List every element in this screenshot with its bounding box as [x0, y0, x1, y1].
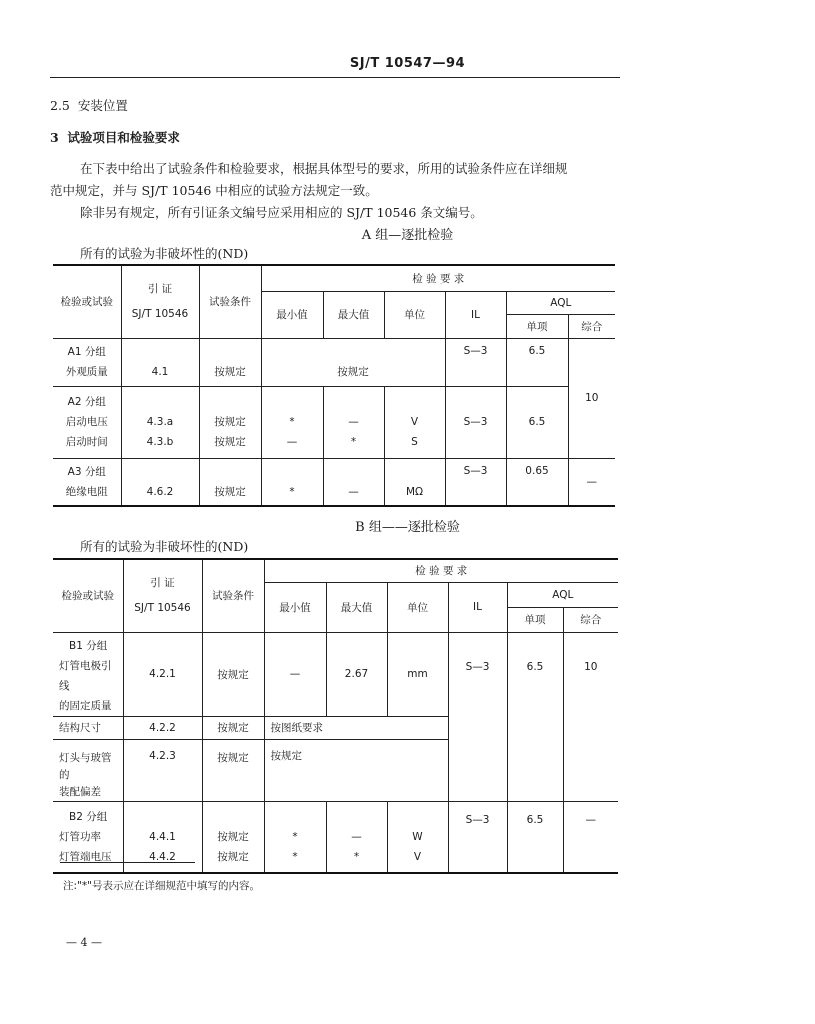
cond-value: 按规定 — [217, 830, 249, 843]
header-aql-total: 综合 — [563, 607, 618, 632]
header-aql: AQL — [507, 582, 618, 607]
header-unit: 单位 — [387, 582, 448, 632]
footnote-rule — [60, 862, 195, 863]
ref-line-1: 引 证 — [147, 282, 173, 295]
test-name: 启动电压 — [65, 416, 108, 428]
footnote: 注:"*"号表示应在详细规范中填写的内容。 — [63, 880, 260, 892]
a2-aql-single: 6.5 — [506, 386, 568, 458]
test-name: 灯管电极引线 — [59, 659, 112, 692]
a3-test — [53, 458, 121, 506]
il-value: S—3 — [463, 416, 488, 428]
unit-value: MΩ — [405, 485, 424, 498]
b1-min: — — [264, 632, 326, 716]
b1-aql-single: 6.5 — [507, 632, 563, 801]
test-name: 灯管端电压 — [59, 850, 112, 863]
max-value: * — [350, 436, 357, 448]
a3-aql-total: — — [568, 458, 615, 506]
min-value: * — [289, 416, 295, 428]
cond-value: 按规定 — [214, 366, 246, 378]
header-il: IL — [448, 582, 507, 632]
b1-unit: mm — [387, 632, 448, 716]
a1-requirement — [261, 338, 445, 386]
unit-value: V — [410, 416, 419, 428]
a1-test — [53, 338, 121, 386]
b1-max: 2.67 — [326, 632, 387, 716]
b1-il: S—3 — [448, 632, 507, 801]
a1-ref — [121, 338, 199, 386]
a2-cond — [199, 386, 261, 458]
a3-cond — [199, 458, 261, 506]
header-requirements: 检 验 要 求 — [261, 265, 615, 291]
paragraph-1-line-2: 范中规定，并与 SJ/T 10546 中相应的试验方法规定一致。 — [50, 183, 378, 198]
group-a-note: 所有的试验为非破坏性的(ND) — [80, 246, 249, 261]
header-test: 检验或试验 — [53, 265, 121, 338]
test-name: 灯管功率 — [59, 830, 101, 843]
a1-a2-aql-total: 10 — [568, 338, 615, 458]
test-name: 外观质量 — [65, 366, 108, 378]
a3-aql-single: 0.65 — [506, 458, 568, 506]
a2-ref — [121, 386, 199, 458]
group-a-table — [53, 264, 615, 507]
a3-max — [323, 458, 384, 506]
header-il: IL — [445, 291, 506, 338]
header-aql: AQL — [506, 291, 615, 314]
group-a-title: A 组—逐批检验 — [361, 228, 454, 243]
table-row — [53, 632, 618, 716]
b1-test — [53, 632, 123, 716]
header-min: 最小值 — [261, 291, 323, 338]
header-aql-total: 综合 — [568, 314, 615, 338]
ref-line-2: SJ/T 10546 — [131, 307, 189, 320]
b1-dim-ref: 4.2.2 — [123, 716, 202, 739]
ref-line-2: SJ/T 10546 — [134, 601, 191, 614]
max-value: — — [351, 830, 362, 843]
req-value: 按规定 — [337, 366, 369, 378]
b2-cond — [202, 801, 264, 873]
b1-dev-requirement: 按规定 — [264, 739, 448, 801]
section-title: 安装位置 — [77, 98, 128, 113]
unit-value: S — [411, 436, 418, 448]
test-name: 装配偏差 — [59, 785, 101, 798]
a3-il: S—3 — [445, 458, 506, 506]
min-value: * — [292, 850, 298, 863]
header-requirements: 检 验 要 求 — [264, 559, 618, 582]
ref-value: 4.3.a — [146, 416, 174, 428]
b1-aql-total: 10 — [563, 632, 618, 801]
a2-min — [261, 386, 323, 458]
ref-value: 4.1 — [151, 366, 169, 378]
subgroup-label: A3 分组 — [67, 465, 106, 478]
table-row — [53, 386, 615, 458]
header-reference — [121, 265, 199, 338]
test-name: 绝缘电阻 — [65, 485, 108, 498]
a1-il: S—3 — [445, 338, 506, 386]
b2-aql-total: — — [563, 801, 618, 873]
ref-value: 4.3.b — [146, 436, 174, 448]
page-number: — 4 — — [66, 936, 102, 949]
b1-cond: 按规定 — [202, 632, 264, 716]
cond-value: 按规定 — [214, 436, 246, 448]
header-code: SJ/T 10547—94 — [349, 56, 466, 71]
group-b-title: B 组——逐批检验 — [355, 520, 460, 535]
table-row — [53, 338, 615, 386]
header-max: 最大值 — [326, 582, 387, 632]
section-2-5-heading — [50, 96, 128, 114]
a3-min — [261, 458, 323, 506]
header-reference — [123, 559, 202, 632]
header-min: 最小值 — [264, 582, 326, 632]
ref-value: 4.4.2 — [149, 850, 176, 863]
b1-dev-ref: 4.2.3 — [123, 739, 202, 801]
unit-value: W — [412, 830, 423, 843]
ref-value: 4.6.2 — [146, 485, 174, 498]
b1-dim-cond: 按规定 — [202, 716, 264, 739]
subgroup-label: A2 分组 — [67, 396, 106, 408]
subgroup-label: B1 分组 — [69, 639, 108, 652]
b2-min — [264, 801, 326, 873]
b1-dim-test: 结构尺寸 — [53, 716, 123, 739]
header-test: 检验或试验 — [53, 559, 123, 632]
min-value: * — [292, 830, 298, 843]
subgroup-label: A1 分组 — [67, 346, 106, 358]
min-value: * — [289, 485, 295, 498]
section-number: 2.5 — [50, 98, 70, 113]
min-value: — — [286, 436, 298, 448]
section-3-heading — [50, 128, 180, 146]
b1-ref: 4.2.1 — [123, 632, 202, 716]
max-value: — — [348, 416, 359, 428]
b1-dev-test — [53, 739, 123, 801]
ref-line-1: 引 证 — [150, 576, 175, 589]
header-unit: 单位 — [384, 291, 445, 338]
a2-test — [53, 386, 121, 458]
paragraph-1-line-1: 在下表中给出了试验条件和检验要求，根据具体型号的要求，所用的试验条件应在详细规 — [80, 161, 568, 176]
paragraph-2: 除非另有规定，所有引证条文编号应采用相应的 SJ/T 10546 条文编号。 — [80, 205, 483, 220]
a2-il — [445, 386, 506, 458]
b1-dim-requirement: 按图纸要求 — [264, 716, 448, 739]
subgroup-label: B2 分组 — [69, 810, 108, 823]
cond-value: 按规定 — [217, 850, 249, 863]
header-condition: 试验条件 — [199, 265, 261, 338]
a1-cond — [199, 338, 261, 386]
max-value: — — [348, 485, 359, 498]
a2-max — [323, 386, 384, 458]
cond-value: 按规定 — [214, 416, 246, 428]
ref-value: 4.4.1 — [149, 830, 176, 843]
a1-aql-single: 6.5 — [506, 338, 568, 386]
test-name: 灯头与玻管的 — [59, 751, 112, 781]
test-name: 启动时间 — [65, 436, 108, 448]
a3-unit — [384, 458, 445, 506]
header-condition: 试验条件 — [202, 559, 264, 632]
section-title: 试验项目和检验要求 — [67, 130, 180, 145]
b2-max — [326, 801, 387, 873]
section-number: 3 — [50, 130, 59, 145]
max-value: * — [353, 850, 360, 863]
header-aql-single: 单项 — [506, 314, 568, 338]
cond-value: 按规定 — [214, 485, 246, 498]
header-aql-single: 单项 — [507, 607, 563, 632]
a2-unit — [384, 386, 445, 458]
b2-unit — [387, 801, 448, 873]
b2-il: S—3 — [448, 801, 507, 873]
b1-dev-cond: 按规定 — [202, 739, 264, 801]
group-b-table — [53, 558, 618, 874]
test-name: 的固定质量 — [59, 699, 112, 712]
group-b-note: 所有的试验为非破坏性的(ND) — [80, 539, 249, 554]
header-rule — [50, 77, 620, 78]
header-max: 最大值 — [323, 291, 384, 338]
b2-aql-single: 6.5 — [507, 801, 563, 873]
a3-ref — [121, 458, 199, 506]
unit-value: V — [413, 850, 422, 863]
table-row — [53, 458, 615, 506]
